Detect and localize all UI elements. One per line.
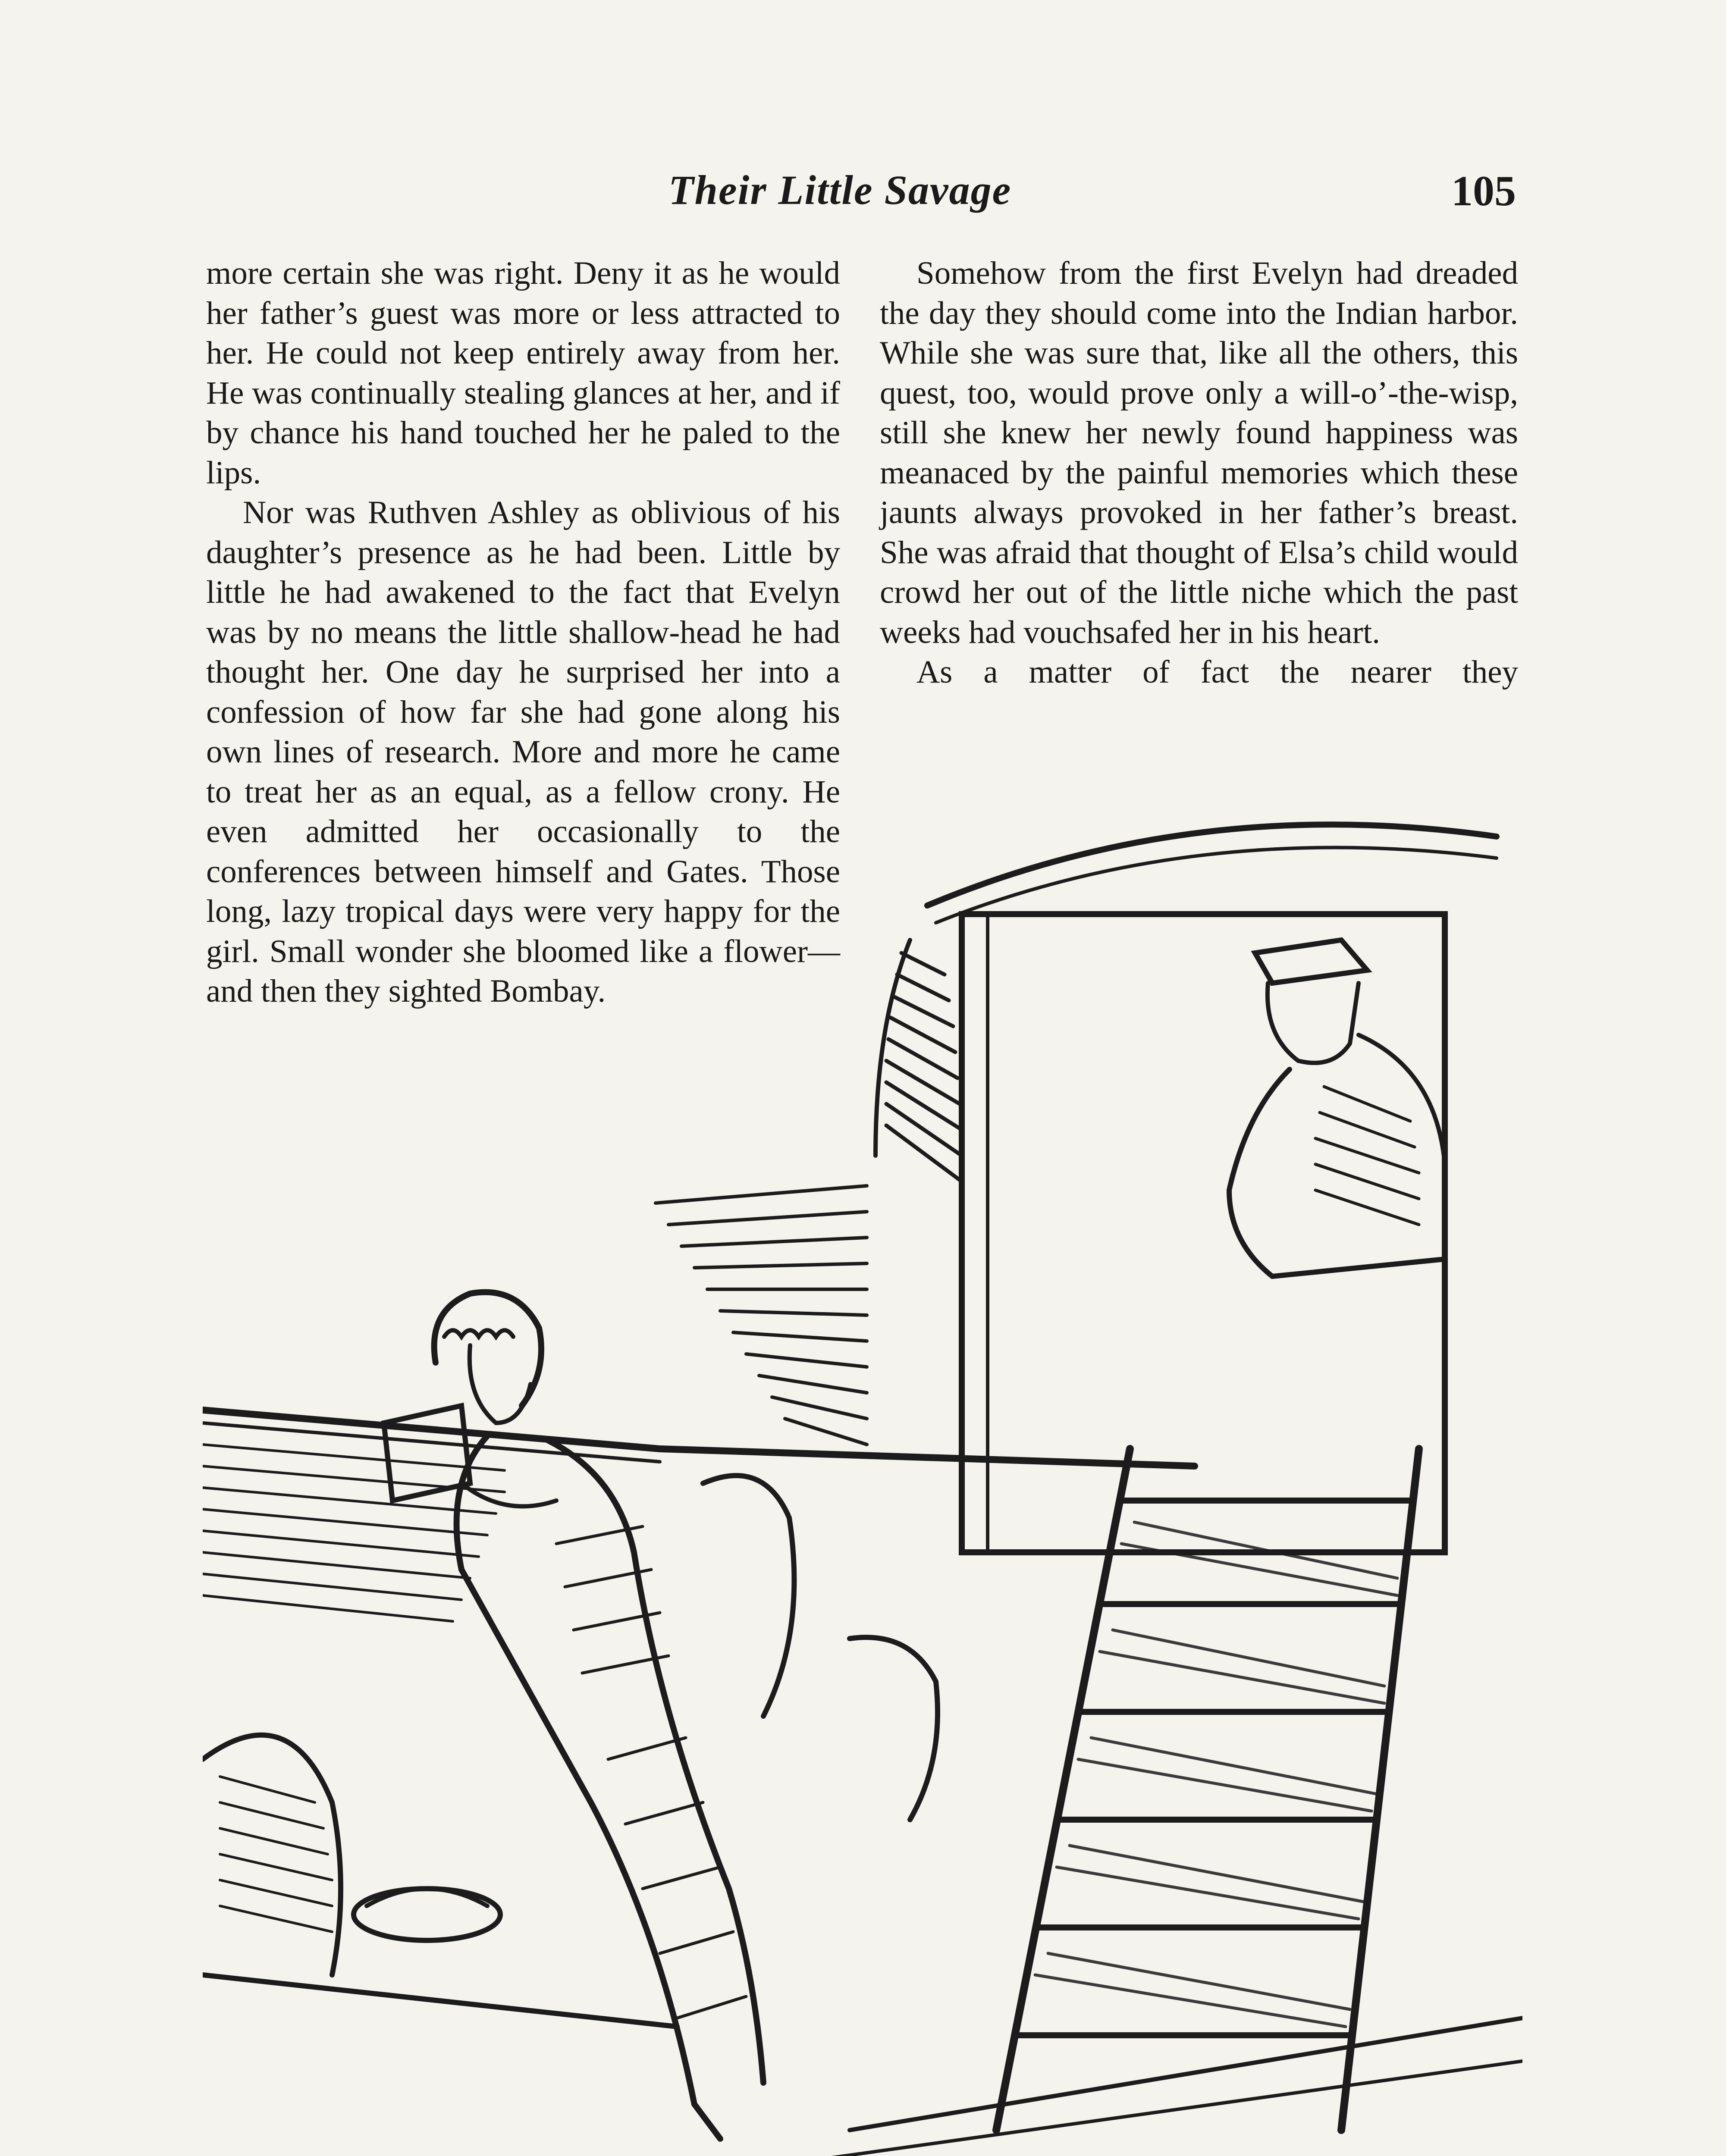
running-title: Their Little Savage — [668, 167, 1012, 213]
paragraph: Nor was Ruthven Ashley as oblivious of his daughter’s presence as he had been. Little by little he had awakened to the fact that Evelyn was by no means the little shallow-head he had thought her. One day he surprised her into a confession of how far she had gone along his own lines of research. More and more he came to treat her as an equal, as a fellow crony. He even admitted her occasionally to the conferences between himself and Gates. Those long, lazy tropical days were very happy for the girl. Small wonder she bloomed like a flower—and then they sighted Bombay. — [206, 495, 840, 1009]
paragraph: more certain she was right. Deny it as he would her father’s guest was more or less attracted to her. He could not keep entirely away from her. He was continually stealing glances at her, and if by chance his hand touched her he paled to the lips. — [206, 255, 840, 491]
right-text-column — [880, 254, 1518, 693]
paragraph: As a matter of fact the nearer they — [916, 654, 1518, 690]
page-number: 105 — [1451, 167, 1516, 215]
illustration-drawing — [203, 811, 1522, 2156]
pen-and-ink-illustration — [203, 811, 1522, 2156]
paragraph: Somehow from the first Evelyn had dreaded the day they should come into the Indian harbor. While she was sure that, like all the others, this quest, too, would prove only a will-o’-the-wisp, still she knew her newly found happiness was meanaced by the painful memories which these jaunts always provoked in her father’s breast. She was afraid that thought of Elsa’s child would crowd her out of the little niche which the past weeks had vouchsafed her in his heart. — [880, 255, 1518, 650]
